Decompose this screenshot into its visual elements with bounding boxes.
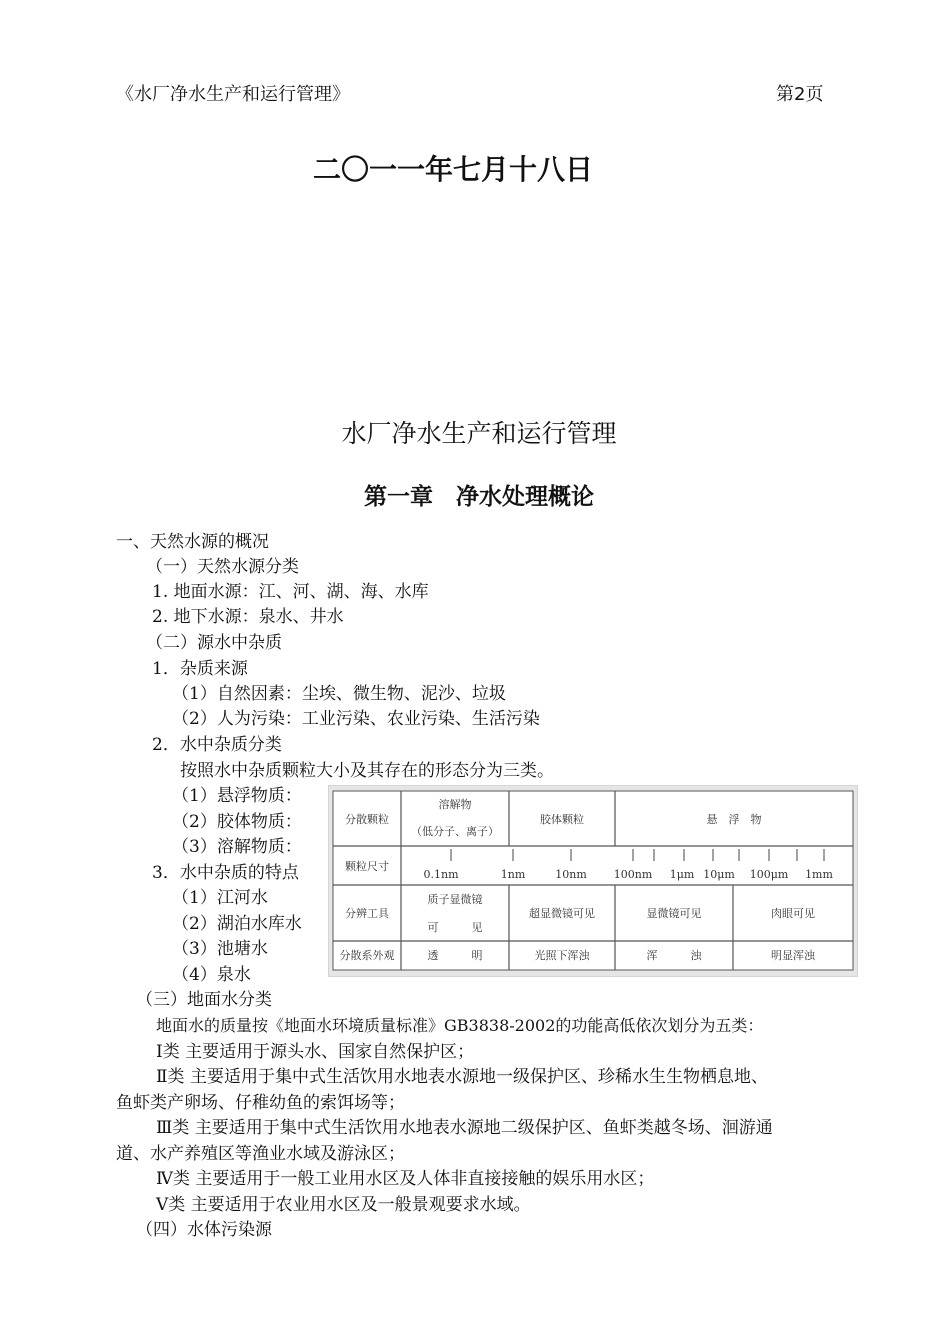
- class-item: Ⅴ类 主要适用于农业用水区及一般景观要求水域。: [156, 1195, 531, 1215]
- cell-ultramicroscope: 超显微镜可见: [529, 907, 595, 920]
- page-number: 第2页: [776, 84, 824, 105]
- cell-clearly-turbid: 明显浑浊: [771, 949, 815, 962]
- list-item: （2）胶体物质：: [172, 812, 302, 832]
- scale-label: 100μm: [749, 868, 789, 881]
- list-item: 1．杂质来源: [152, 659, 248, 679]
- subsection-heading: （二）源水中杂质: [146, 633, 282, 653]
- particle-size-table-figure: [328, 785, 858, 977]
- class-item-cont: 鱼虾类产卵场、仔稚幼鱼的索饵场等；: [116, 1093, 405, 1113]
- scale-label: 10nm: [555, 868, 587, 881]
- cell-transparent: 透 明: [427, 949, 483, 962]
- class-item: Ⅱ类 主要适用于集中式生活饮用水地表水源地一级保护区、珍稀水生生物栖息地、: [156, 1067, 768, 1087]
- list-item: （3）池塘水: [172, 939, 268, 959]
- cell-visible: 可 见: [427, 921, 483, 934]
- cell-proton-microscope: 质子显微镜: [427, 893, 483, 906]
- list-item: （4）泉水: [172, 965, 251, 985]
- scale-label: 100nm: [613, 868, 653, 881]
- class-item: Ⅳ类 主要适用于一般工业用水区及人体非直接接触的娱乐用水区；: [156, 1169, 655, 1189]
- class-item: Ⅰ类 主要适用于源头水、国家自然保护区；: [156, 1042, 475, 1062]
- scale-label: 1mm: [805, 868, 833, 881]
- header-title: 《水厂净水生产和运行管理》: [116, 84, 350, 105]
- chapter-title: 第一章 净水处理概论: [364, 484, 594, 510]
- subsection-heading: （一）天然水源分类: [146, 557, 299, 577]
- cell-turbid-in-light: 光照下浑浊: [534, 949, 590, 962]
- list-item: （1）悬浮物质：: [172, 786, 302, 806]
- scale-label: 1nm: [500, 868, 526, 881]
- scale-label: 1μm: [669, 868, 695, 881]
- particle-size-table: [329, 786, 857, 976]
- cell-colloid: 胶体颗粒: [540, 813, 584, 826]
- row-label-particle-size: 颗粒尺寸: [345, 860, 389, 873]
- subsection-heading: （四）水体污染源: [136, 1220, 272, 1240]
- class-item: Ⅲ类 主要适用于集中式生活饮用水地表水源地二级保护区、鱼虾类越冬场、洄游通: [156, 1118, 773, 1138]
- document-title: 水厂净水生产和运行管理: [341, 419, 617, 448]
- subsection-heading: （三）地面水分类: [136, 990, 272, 1010]
- row-label-resolving-tool: 分辨工具: [345, 907, 389, 920]
- date-heading: 二〇一一年七月十八日: [312, 153, 593, 186]
- list-item: （3）溶解物质：: [172, 837, 302, 857]
- section-heading: 一、天然水源的概况: [116, 532, 269, 552]
- cell-suspended: 悬 浮 物: [706, 813, 762, 826]
- list-item: 2．水中杂质分类: [152, 735, 282, 755]
- list-item: 2. 地下水源：泉水、井水: [152, 607, 344, 627]
- cell-microscope: 显微镜可见: [646, 907, 702, 920]
- list-item: 1. 地面水源：江、河、湖、海、水库: [152, 582, 429, 602]
- cell-naked-eye: 肉眼可见: [771, 907, 815, 920]
- list-item: （1）自然因素：尘埃、微生物、泥沙、垃圾: [172, 684, 506, 704]
- list-item: （1）江河水: [172, 888, 268, 908]
- scale-label: 0.1nm: [423, 868, 459, 881]
- row-label-appearance: 分散系外观: [339, 949, 395, 962]
- cell-turbid: 浑 浊: [646, 949, 702, 962]
- class-item-cont: 道、水产养殖区等渔业水域及游泳区；: [116, 1144, 405, 1164]
- paragraph: 地面水的质量按《地面水环境质量标准》GB3838-2002的功能高低依次划分为五类：: [156, 1016, 764, 1035]
- cell-dissolved: 溶解物: [438, 798, 472, 811]
- scale-label: 10μm: [703, 868, 735, 881]
- list-item: （2）湖泊水库水: [172, 914, 302, 934]
- row-label-dispersed-particles: 分散颗粒: [345, 813, 389, 826]
- paragraph: 按照水中杂质颗粒大小及其存在的形态分为三类。: [180, 761, 554, 781]
- list-item: （2）人为污染：工业污染、农业污染、生活污染: [172, 709, 540, 729]
- cell-dissolved-note: （低分子、离子）: [411, 825, 499, 838]
- list-item: 3．水中杂质的特点: [152, 863, 299, 883]
